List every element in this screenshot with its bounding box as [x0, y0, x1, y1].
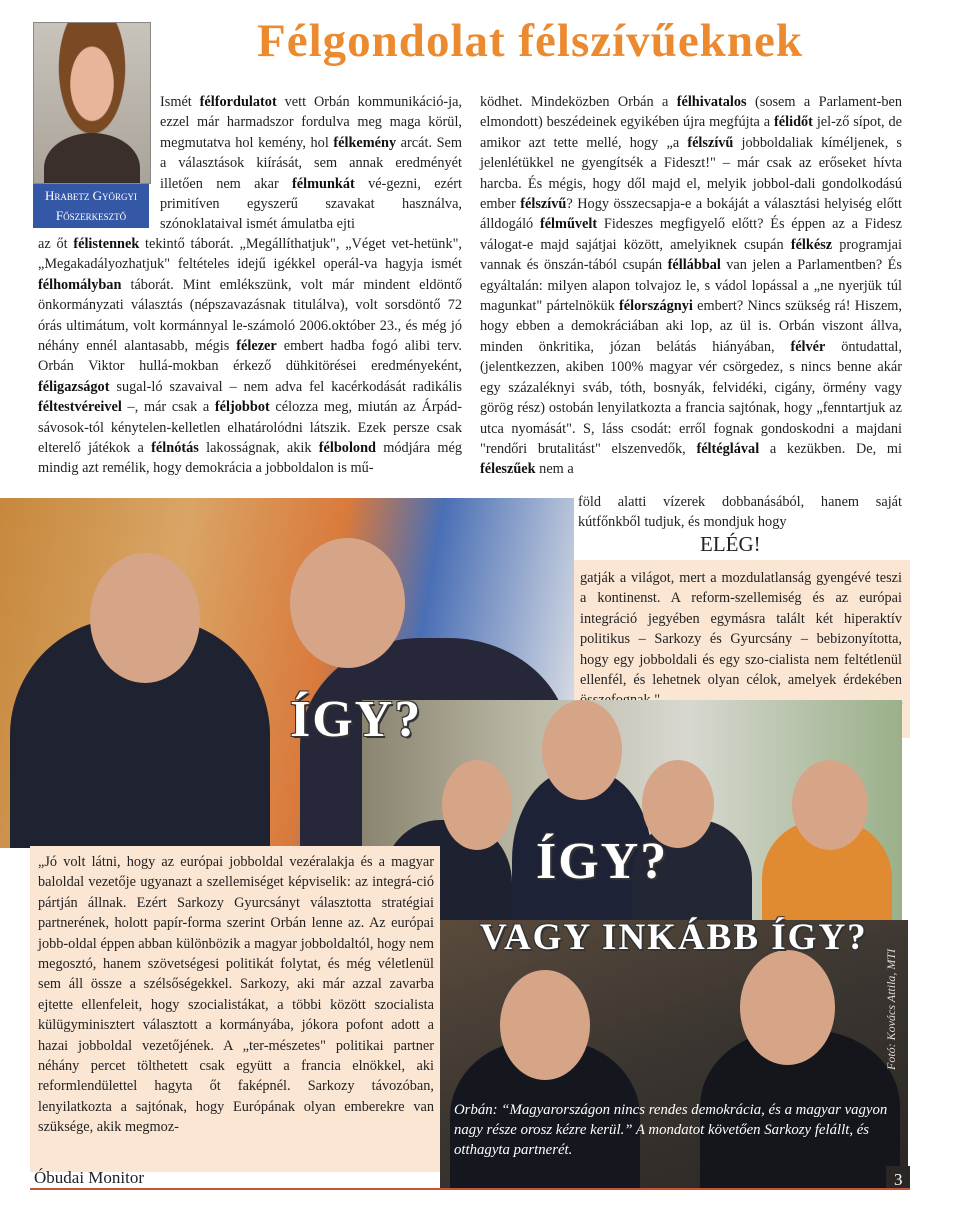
author-box: [33, 184, 149, 228]
face-orban: [740, 950, 835, 1065]
page-number: 3: [894, 1170, 903, 1189]
face-sarkozy: [500, 970, 590, 1080]
article-title: Félgondolat félszívűeknek: [257, 15, 803, 67]
face-2: [542, 700, 622, 800]
footer-publication: Óbudai Monitor: [34, 1168, 145, 1187]
face-1: [442, 760, 512, 850]
author-role: Főszerkesztő: [55, 208, 127, 223]
article-closing: ELÉG!: [700, 532, 761, 556]
quote2-text: „Jó volt látni, hogy az európai jobboldal vezéralakja és a magyar baloldal vezetője ugyanazt a szellemiséget képviselik: az integrá-ció pártján állnak. Ezért Sarkozy Gyurcsányt választotta stratégiai partnerének, holott papír-forma szerint Orbán lenne az. Az európai jobb-oldal éppen abban különbözik a magyar jobboldaltól, hogy nem megosztó, hanem szövetségesi politikát folytat, és még véletlenül sem áll össze a szélsőségekkel. Sarkozy, aki már azzal zavarba ejtette ellenfeleit, hogy szocialistákat, a többi között szocialista külügyminisztert választott a kormányába, jókora pofont adott a hazai jobboldal vezetőjének. A „ter-mészetes" politikai partner néhány percet tölthetett csak együtt a francia elnökkel, aki reformlendülettel hagyta őt faképnél. Sarkozy távozóban, lenyilatkozta a sajtónak, hogy Európának olyan emberekre van szüksége, akik megmoz-: [38, 854, 434, 1136]
photo-caption: Orbán: “Magyarországon nincs rendes demokrácia, és a magyar vagyon nagy része orosz kézre kerül.” A mondatot követően Sarkozy felállt, és otthagyta partnerét.: [454, 1102, 888, 1158]
article-col2: ködhet. Mindeközben Orbán a félhivatalos (sosem a Parlament-ben elmondott) beszédeinek egyikében újra megfújta a félidőt jel-ző sípot, de amikor azt tette mellé, hogy „a félszívű jobboldaliak kíméljenek, s jelenlétükkel ne gyengítsék a Fideszt!" – már csak az erőseket hívta harcba. És mégis, hogy dől majd el, melyik jobbol-dali gondolkodású ember félszívű? Hogy összecsapja-e a bokáját a választási helyiség előtt álldogáló félművelt Fideszes megfigyelő előtt? És éppen az a Fidesz válogat-e majd sajátjai között, amelyiknek csupán félkész programjai vannak és önszán-tából csupán féllábbal van jelen a Parlamentben? És egyáltalán: milyen alapon tolvajoz le, s vádol lopással a „ne nyerjük túl magunkat" pártelnökük félországnyi embert? Nincs szükség rá! Hiszem, hogy ebben a demokráciában aki lop, az ül is. Orbán viszont állva, minden önkritika, józan belátás hiányában, félvér öntudattal, (jelentkezzen, akiben 100% magyar vér csörgedez, s nincs benne akár egy százaléknyi sváb, tóth, bosnyák, felvidéki, cigány, örmény vagy görög rész) ostobán lenyilatkozta a francia sajtónak, hogy „fenntartjuk az utca nyomását". S, láss csodát: erről fognak gondoskodni a majdani "rendőri brutalitást" elszenvedők, féltéglával a kezükben. De, mi féleszűek nem a: [480, 94, 902, 478]
overlay-vagy-inkabb: VAGY INKÁBB ÍGY?: [480, 917, 868, 958]
article-col1-top: Ismét félfordulatot vett Orbán kommunikáció-ja, ezzel már harmadszor fordulva meg maga körül, megmutatva hol kemény, hol félkemény arcát. Sem a választások kiírását, sem annak eredményét illetően nem akar félmunkát vé-gezni, ezért primitíven egyszerű szavakat használva, szónoklataival ismét ámulatba ejti: [160, 94, 462, 233]
portrait-shoulders: [44, 133, 140, 184]
article-col1-bottom: az őt félistennek tekintő táborát. „Megállíthatjuk", „Véget vet-hetünk", „Megakadályozhatjuk" feltételes idejű igékkel operál-va hagyja ismét félhomályban táborát. Mint emlékszünk, volt már mindent eldöntő önkormányzati választás (népszavazásnak titulálva), volt sorsdöntő 72 órás ultimátum, volt kormánnyal le-számoló 2006.október 23., és még jó néhány ennél alantasabb, mégis félezer embert hadba fogó alibi terv. Orbán Viktor hullá-mokban érkező dühkitörései eredményeként, féligazságot sugal-ló szavaival – nem adva fel kacérkodását radikális féltestvéreivel –, már csak a féljobbot célozza meg, miután az Árpád-sávosok-tól kénytelen-kelletlen elhatárolódni látszik. Ezek persze csak elterelő játékok a félnótás lakosságnak, akik félbolond módjára még mindig azt remélik, hogy demokrácia a jobboldalon is mű-: [38, 236, 463, 477]
photo-credit: Fotó: Kovács Attila, MTI: [884, 948, 898, 1070]
author-name: Hrabetz Györgyi: [44, 188, 138, 203]
overlay-igy-2: ÍGY?: [536, 833, 669, 890]
face-right: [290, 538, 405, 668]
article-col2-continued: föld alatti vízerek dobbanásából, hanem saját kútfőnkből tudjuk, és mondjuk hogy: [578, 494, 902, 531]
quote1-text: gatják a világot, mert a mozdulatlanság gyengévé teszi a kontinenst. A reform-szellemiség és az európai integráció jegyében egymásra talált két hiperaktív politikus – Sarkozy és Gyurcsány – bebizonyította, hogy egy jobboldali és egy szo-cialista nem feltétlenül ellenfél, és lehetnek olyan célok, amelyek érdekében: [580, 570, 902, 689]
face-left: [90, 553, 200, 683]
footer-rule: [30, 1188, 910, 1190]
author-portrait: [33, 22, 151, 184]
face-4: [792, 760, 868, 850]
overlay-igy-1: ÍGY?: [290, 691, 423, 748]
